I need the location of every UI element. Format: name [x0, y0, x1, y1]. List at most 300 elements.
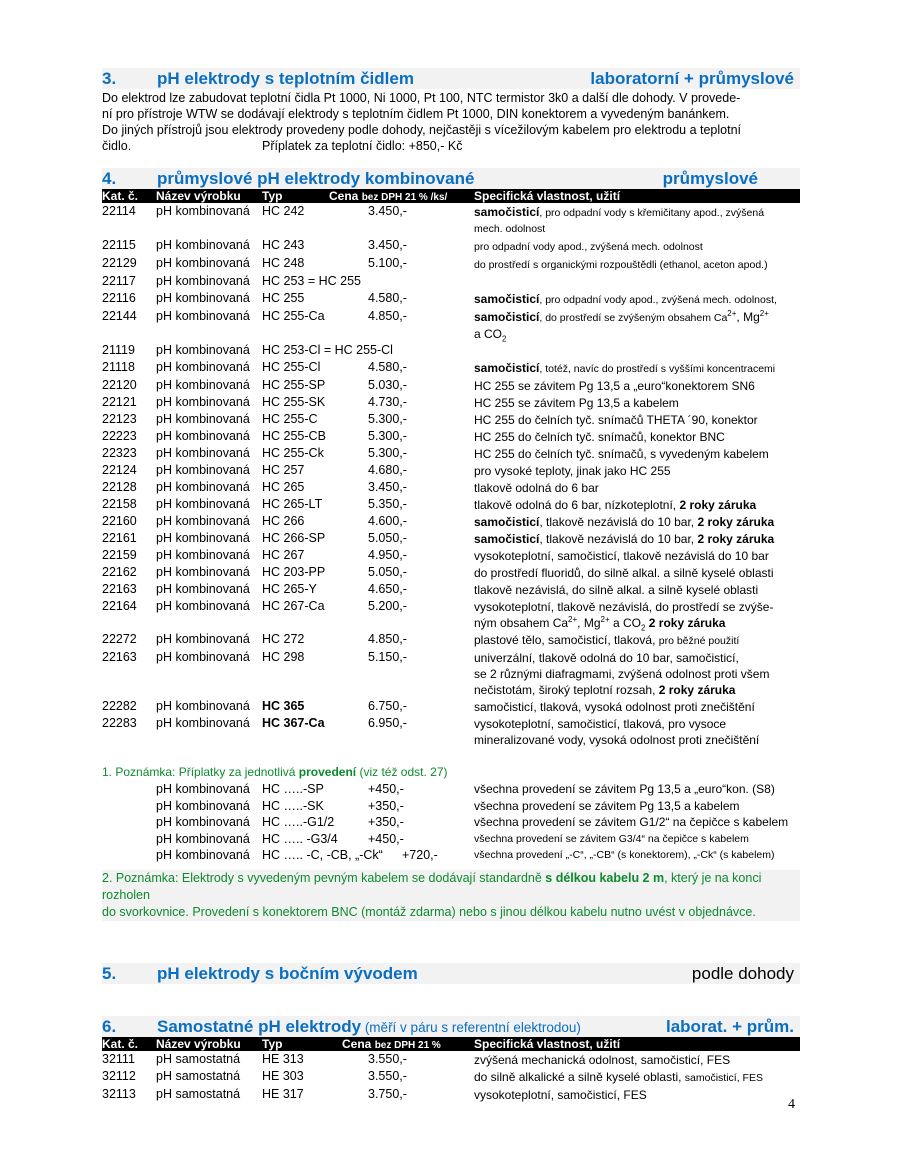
cell-typ: HC 255-CB: [262, 429, 326, 443]
cell-name: pH kombinovaná: [156, 395, 250, 409]
desc-text: HC 255 do čelních tyč. snímačů, konektor BNC: [474, 430, 725, 444]
page-content: [102, 68, 800, 1103]
desc-text: do silně alkalické a silně kyselé oblasti,: [474, 1069, 685, 1084]
desc-text: vysokoteplotní, samočisticí, FES: [474, 1087, 647, 1102]
indent: [102, 798, 156, 815]
cell-kat: 22158: [102, 497, 137, 511]
desc-text: , do prostředí se zvýšeným obsahem Ca: [539, 312, 728, 324]
desc-text: vysokoteplotní, samočisticí, tlaková, pro vysoce: [474, 717, 727, 731]
cell-name: pH kombinovaná: [156, 632, 250, 646]
table-row: [102, 411, 800, 428]
superscript: 2+: [568, 615, 578, 624]
cell-typ: HE 317: [262, 1086, 304, 1101]
surcharge-row: [102, 781, 800, 798]
cell-desc: [474, 308, 800, 342]
section-tag: podle dohody: [691, 963, 794, 983]
section-title: pH elektrody s bočním vývodem: [157, 963, 418, 983]
desc-bold: 2 roky záruka: [645, 616, 726, 630]
desc-text: vysokoteplotní, tlakově nezávislá, do prostředí se zvýše-: [474, 600, 774, 614]
cena-sub-label: bez DPH 21 %: [374, 1039, 441, 1051]
desc-line: [474, 531, 800, 547]
cell-kat: 22144: [102, 309, 137, 323]
section-tag: laborat. + prům.: [666, 1016, 794, 1036]
desc-text: pro běžné použití: [658, 635, 740, 647]
desc-text: univerzální, tlakově odolná do 10 bar, samočisticí,: [474, 651, 739, 665]
cell-name: pH kombinovaná: [156, 274, 250, 288]
section-6-heading: [102, 1016, 800, 1037]
text-line: Do elektrod lze zabudovat teplotní čidla Pt 1000, Ni 1000, Pt 100, NTC termistor 3k0 a další dle dohody. V provede-: [102, 91, 741, 105]
cell-typ: HC 266-SP: [262, 531, 326, 545]
table-row: [102, 377, 800, 394]
text-line: [102, 138, 800, 154]
cell-desc: [474, 203, 800, 237]
cell-kat: 22116: [102, 291, 136, 305]
cell-desc: [474, 342, 800, 359]
table-row: [102, 649, 800, 698]
table-row: [102, 342, 800, 359]
desc-bold: samočisticí: [474, 310, 540, 324]
cell-name: pH kombinovaná: [156, 204, 250, 218]
superscript: 2+: [759, 309, 769, 318]
cell-kat: 22123: [102, 412, 137, 426]
section-title: [157, 1016, 666, 1038]
cell-kat: 22282: [102, 699, 137, 713]
note-text: , který je na konci rozholen: [102, 870, 762, 902]
table-row: [102, 479, 800, 496]
cell-typ: HE 303: [262, 1068, 304, 1083]
cell-typ: HC 243: [262, 238, 305, 252]
cell-kat: 21118: [102, 360, 135, 374]
cell-desc: [474, 479, 800, 496]
superscript: 2+: [727, 309, 737, 318]
section-number: 5.: [102, 963, 117, 983]
cell-name: pH kombinovaná: [156, 412, 250, 426]
desc-text: a CO: [609, 616, 641, 630]
table-row: [102, 237, 800, 255]
desc-line: [474, 463, 800, 479]
note-line: do svorkovnice. Provedení s konektorem BNC (montáž zdarma) nebo s jinou délkou kabelu nutno uvést v objednávce.: [102, 904, 756, 919]
table-row: [102, 1051, 800, 1068]
cell-desc: [474, 255, 800, 273]
cell-name: pH kombinovaná: [156, 815, 250, 829]
cell-typ: HC 255-Ck: [262, 446, 324, 460]
desc-line: [474, 582, 800, 598]
cell-kat: 22272: [102, 632, 137, 646]
desc-bold: samočisticí: [474, 205, 540, 219]
desc-line: mech. odolnost: [474, 223, 546, 235]
desc-line: [474, 256, 800, 273]
surcharge-row: [102, 814, 800, 831]
cell-kat: 22128: [102, 480, 137, 494]
cena-label: Cena: [329, 189, 359, 203]
cell-name: pH samostatná: [156, 1051, 241, 1066]
cell-cena: 4.850,-: [368, 632, 407, 646]
desc-bold: samočisticí: [474, 292, 540, 306]
cell-typ: HC …..-SP: [262, 782, 324, 796]
desc-text: tlakově nezávislá, do silně alkal. a silně kyselé oblasti: [474, 583, 759, 597]
cell-desc: [474, 1068, 800, 1086]
cell-kat: 32111: [102, 1051, 135, 1066]
table-row: [102, 255, 800, 273]
note-2: [102, 870, 800, 921]
desc-text: tlakově odolná do 6 bar: [474, 481, 599, 495]
table-row: [102, 308, 800, 342]
cell-typ: HC 265: [262, 480, 305, 494]
cell-name: pH kombinovaná: [156, 497, 250, 511]
note-line: [102, 870, 800, 904]
desc-text: , Mg: [577, 616, 601, 630]
cell-name: pH kombinovaná: [156, 343, 250, 357]
table-row: [102, 290, 800, 308]
cell-desc: [474, 377, 800, 394]
superscript: 2+: [600, 615, 610, 624]
table-row: [102, 462, 800, 479]
cell-typ: HC 267-Ca: [262, 599, 325, 613]
cell-typ: HC ….. -G3/4: [262, 831, 338, 846]
cell-desc: [474, 273, 800, 290]
table-row: [102, 513, 800, 530]
cell-cena: 5.030,-: [368, 378, 407, 392]
indent: [102, 831, 156, 848]
title-text: Samostatné pH elektrody: [157, 1016, 362, 1036]
cell-kat: 22323: [102, 446, 137, 460]
cell-typ: HC …..-SK: [262, 798, 324, 813]
desc-line: [474, 309, 800, 326]
cell-desc: všechna provedení se závitem Pg 13,5 a kabelem: [474, 798, 740, 813]
cell-name: pH kombinovaná: [156, 291, 250, 305]
table-row: [102, 581, 800, 598]
note-text: 1. Poznámka: Příplatky za jednotlivá: [102, 765, 299, 779]
cell-desc: všechna provedení se závitem G3/4“ na čepičce s kabelem: [474, 832, 749, 845]
cell-cena: 4.680,-: [368, 463, 407, 477]
cell-typ: HC ….. -C, -CB, „-Ck“: [262, 848, 383, 862]
desc-line: [474, 480, 800, 496]
cell-name: pH kombinovaná: [156, 798, 250, 813]
table-header: [102, 189, 800, 203]
cell-name: pH kombinovaná: [156, 446, 250, 460]
cell-cena: +450,-: [368, 831, 404, 846]
desc-line: [474, 497, 800, 513]
cell-typ: HC 298: [262, 650, 305, 664]
col-header-typ: Typ: [262, 189, 283, 203]
desc-text: pro vysoké teploty, jinak jako HC 255: [474, 464, 671, 478]
section-number: 3.: [102, 69, 117, 88]
cell-cena: +350,-: [368, 815, 404, 829]
cell-desc: [474, 1051, 800, 1068]
desc-text: , pro odpadní vody apod., zvýšená mech. odolnost,: [539, 294, 777, 306]
cell-cena: 4.580,-: [368, 291, 407, 305]
col-header-desc: Specifická vlastnost, užití: [474, 1036, 621, 1051]
cell-cena: +450,-: [368, 782, 404, 796]
cell-name: pH kombinovaná: [156, 782, 250, 796]
text-fragment: Příplatek za teplotní čidlo: +850,- Kč: [262, 139, 463, 153]
cell-name: pH kombinovaná: [156, 480, 250, 494]
desc-bold: 2 roky záruka: [697, 532, 775, 546]
cell-cena: 6.950,-: [368, 716, 407, 730]
cell-kat: 22159: [102, 548, 137, 562]
desc-text: plastové tělo, samočisticí, tlaková,: [474, 633, 659, 647]
desc-text: , totéž, navíc do prostředí s vyššími koncentracemi: [539, 363, 776, 375]
cell-typ: HC 367-Ca: [262, 716, 325, 730]
cell-typ: HC 253-Cl = HC 255-Cl: [262, 343, 393, 357]
col-header-typ: Typ: [262, 1036, 283, 1051]
cell-cena: +350,-: [368, 798, 404, 813]
subscript: 2: [640, 623, 646, 633]
cell-cena: 4.600,-: [368, 514, 407, 528]
table-row: [102, 698, 800, 715]
cell-kat: 22223: [102, 429, 137, 443]
section-number: 6.: [102, 1016, 117, 1036]
note-text: 2. Poznámka: Elektrody s vyvedeným pevným kabelem se dodávají standardně: [102, 870, 546, 885]
indent: [102, 847, 156, 864]
cell-desc: [474, 698, 800, 715]
cell-cena: 5.050,-: [368, 565, 407, 579]
cell-desc: [474, 237, 800, 255]
cell-desc: [474, 290, 800, 308]
cell-typ: HC 365: [262, 699, 305, 713]
cell-desc: všechna provedení se závitem Pg 13,5 a „euro“kon. (S8): [474, 782, 775, 796]
text-fragment: čidlo.: [102, 139, 132, 153]
cell-kat: 22283: [102, 716, 137, 730]
cell-cena: 4.580,-: [368, 360, 407, 374]
cell-desc: [474, 649, 800, 698]
cell-typ: HC 257: [262, 463, 305, 477]
cell-name: pH kombinovaná: [156, 699, 250, 713]
desc-line: [474, 326, 800, 342]
note-bold: s délkou kabelu 2 m: [545, 870, 665, 885]
desc-bold: samočisticí: [474, 532, 540, 546]
cell-typ: HC 255: [262, 291, 305, 305]
note-1: [102, 764, 800, 781]
desc-text: samočisticí, FES: [684, 1071, 763, 1084]
cell-cena: 3.450,-: [368, 480, 407, 494]
cell-kat: 22162: [102, 565, 137, 579]
cell-typ: HE 313: [262, 1051, 304, 1066]
desc-line: [474, 599, 800, 615]
table-row: [102, 359, 800, 377]
desc-line: [474, 395, 800, 411]
cell-desc: všechna provedení „-C“, „-CB“ (s konektorem), „-Ck“ (s kabelem): [474, 849, 775, 861]
cell-name: pH kombinovaná: [156, 716, 250, 730]
cell-kat: 22161: [102, 531, 137, 545]
cell-desc: všechna provedení se závitem G1/2“ na čepičce s kabelem: [474, 815, 789, 829]
desc-line: [474, 650, 800, 666]
cell-typ: HC 203-PP: [262, 565, 326, 579]
table-row: [102, 273, 800, 290]
cell-desc: [474, 513, 800, 530]
cell-kat: 22124: [102, 463, 137, 477]
cell-kat: 22120: [102, 378, 137, 392]
cell-cena: 5.300,-: [368, 412, 407, 426]
cell-cena: 3.550,-: [368, 1051, 407, 1066]
cell-typ: HC 255-SK: [262, 395, 326, 409]
desc-text: HC 255 se závitem Pg 13,5 a „euro“konektorem SN6: [474, 379, 755, 393]
desc-text: HC 255 se závitem Pg 13,5 a kabelem: [474, 396, 679, 410]
cell-desc: [474, 530, 800, 547]
table-row: [102, 715, 800, 748]
cell-typ: HC …..-G1/2: [262, 815, 335, 829]
cell-cena: 3.550,-: [368, 1068, 407, 1083]
desc-text: , tlakově nezávislá do 10 bar,: [539, 532, 698, 546]
cell-typ: HC 266: [262, 514, 305, 528]
cell-name: pH kombinovaná: [156, 238, 250, 252]
desc-line: [474, 565, 800, 581]
desc-line: [474, 204, 800, 221]
cell-name: pH kombinovaná: [156, 514, 250, 528]
desc-text: , pro odpadní vody s křemičitany apod., zvýšená: [539, 207, 765, 219]
cell-desc: [474, 631, 800, 649]
title-subtext: (měří v páru s referentní elektrodou): [361, 1019, 581, 1035]
desc-line: [474, 682, 800, 698]
cell-name: pH kombinovaná: [156, 309, 250, 323]
desc-bold: samočisticí: [474, 515, 540, 529]
cell-kat: 22115: [102, 238, 136, 252]
cell-typ: HC 267: [262, 548, 305, 562]
desc-text: do prostředí fluoridů, do silně alkal. a silně kyselé oblasti: [474, 566, 774, 580]
table-row: [102, 530, 800, 547]
cell-cena: 3.450,-: [368, 238, 407, 252]
cell-desc: [474, 496, 800, 513]
section-5-heading: [102, 963, 800, 984]
desc-text: zvýšená mechanická odolnost, samočisticí, FES: [474, 1052, 731, 1067]
cell-kat: 22129: [102, 256, 137, 270]
cell-typ: HC 272: [262, 632, 305, 646]
col-header-kat: Kat. č.: [102, 1036, 139, 1051]
desc-line: [474, 548, 800, 564]
desc-line: [474, 699, 800, 715]
surcharge-row: [102, 847, 800, 864]
text-line: Do jiných přístrojů jsou elektrody provedeny podle dohody, nejčastěji s vícežilovým kabelem pro elektrodu a teplotní: [102, 123, 741, 137]
page-number: 4: [788, 1097, 795, 1112]
cell-kat: 22163: [102, 650, 137, 664]
desc-line: [474, 291, 800, 308]
product-table: [102, 203, 800, 748]
col-header-kat: Kat. č.: [102, 189, 139, 203]
col-header-name: Název výrobku: [156, 189, 241, 203]
cell-name: pH kombinovaná: [156, 848, 250, 862]
desc-line: [474, 514, 800, 530]
table-row: [102, 394, 800, 411]
subscript: 2: [502, 334, 507, 344]
table-row: [102, 496, 800, 513]
cell-kat: 22121: [102, 395, 137, 409]
note-text: (viz též odst. 27): [356, 765, 448, 779]
table-row: [102, 203, 800, 237]
cell-cena: 4.850,-: [368, 309, 407, 323]
cell-kat: 22160: [102, 514, 137, 528]
cell-typ: HC 265-Y: [262, 582, 317, 596]
cell-typ: HC 265-LT: [262, 497, 323, 511]
cell-cena: 5.200,-: [368, 599, 407, 613]
desc-line: [474, 615, 800, 631]
desc-line: se 2 různými diafragmami, zvýšená odolnost proti všem: [474, 667, 770, 681]
desc-bold: samočisticí: [474, 361, 540, 375]
cell-kat: 32113: [102, 1086, 136, 1101]
desc-line: [474, 378, 800, 394]
note-bold: provedení: [298, 765, 357, 779]
cell-kat: 22114: [102, 204, 136, 218]
cell-cena: 5.300,-: [368, 446, 407, 460]
surcharge-table: [102, 781, 800, 864]
cell-typ: HC 255-C: [262, 412, 318, 426]
col-header-cena: [342, 1037, 474, 1051]
surcharge-row: [102, 831, 800, 848]
desc-text: HC 255 do čelních tyč. snímačů, s vyvedeným kabelem: [474, 447, 769, 461]
table-row: [102, 564, 800, 581]
cell-typ: HC 255-Cl: [262, 360, 321, 374]
table-row: [102, 547, 800, 564]
cell-desc: [474, 428, 800, 445]
cell-name: pH kombinovaná: [156, 599, 250, 613]
cell-desc: [474, 598, 800, 631]
cena-sub-label: bez DPH 21 % /ks/: [361, 192, 448, 203]
col-header-cena: [329, 189, 474, 203]
desc-text: tlakově odolná do 6 bar, nízkoteplotní,: [474, 498, 680, 512]
section-title: pH elektrody s teplotním čidlem: [157, 69, 414, 88]
table-row: [102, 445, 800, 462]
cell-name: pH kombinovaná: [156, 565, 250, 579]
cell-desc: [474, 445, 800, 462]
surcharge-row: [102, 798, 800, 815]
col-header-desc: Specifická vlastnost, užití: [474, 189, 621, 203]
desc-line: [474, 632, 800, 649]
cell-name: pH samostatná: [156, 1068, 241, 1083]
desc-line: [474, 446, 800, 462]
desc-text: , Mg: [736, 310, 760, 324]
table-row: [102, 598, 800, 631]
section-4-heading: [102, 168, 800, 189]
cell-name: pH kombinovaná: [156, 360, 250, 374]
section-title: průmyslové pH elektrody kombinované: [157, 169, 475, 188]
cell-typ: HC 248: [262, 256, 305, 270]
cell-kat: 22163: [102, 582, 137, 596]
cell-desc: [474, 411, 800, 428]
indent: [102, 814, 156, 831]
table-row: [102, 428, 800, 445]
cell-name: pH kombinovaná: [156, 378, 250, 392]
cell-name: pH kombinovaná: [156, 463, 250, 477]
cell-desc: [474, 715, 800, 748]
desc-bold: 2 roky záruka: [697, 515, 775, 529]
cell-name: pH kombinovaná: [156, 429, 250, 443]
cell-desc: [474, 547, 800, 564]
desc-line: [474, 238, 800, 255]
desc-line: [474, 429, 800, 445]
cell-desc: [474, 564, 800, 581]
cell-desc: [474, 581, 800, 598]
cell-kat: 22117: [102, 274, 136, 288]
desc-text: a CO: [474, 327, 503, 341]
indent: [102, 781, 156, 798]
section-tag: laboratorní + průmyslové: [590, 69, 794, 88]
cell-desc: [474, 1086, 800, 1103]
cell-typ: HC 242: [262, 204, 305, 218]
cell-cena: 5.050,-: [368, 531, 407, 545]
cell-name: pH kombinovaná: [156, 531, 250, 545]
cell-typ: HC 255-SP: [262, 378, 326, 392]
cell-cena: 5.100,-: [368, 256, 407, 270]
cell-cena: 5.350,-: [368, 497, 407, 511]
cell-kat: 22164: [102, 599, 137, 613]
cell-desc: [474, 462, 800, 479]
cell-cena: 5.150,-: [368, 650, 407, 664]
col-header-name: Název výrobku: [156, 1036, 241, 1051]
cell-kat: 32112: [102, 1068, 136, 1083]
cell-name: pH kombinovaná: [156, 582, 250, 596]
text-line: ní pro přístroje WTW se dodávají elektrody s teplotním čidlem Pt 1000, DIN konektorem a vyvedeným banánkem.: [102, 107, 730, 121]
desc-text: ným obsahem Ca: [474, 616, 569, 630]
desc-text: HC 255 do čelních tyč. snímačů THETA ´90, konektor: [474, 413, 758, 427]
